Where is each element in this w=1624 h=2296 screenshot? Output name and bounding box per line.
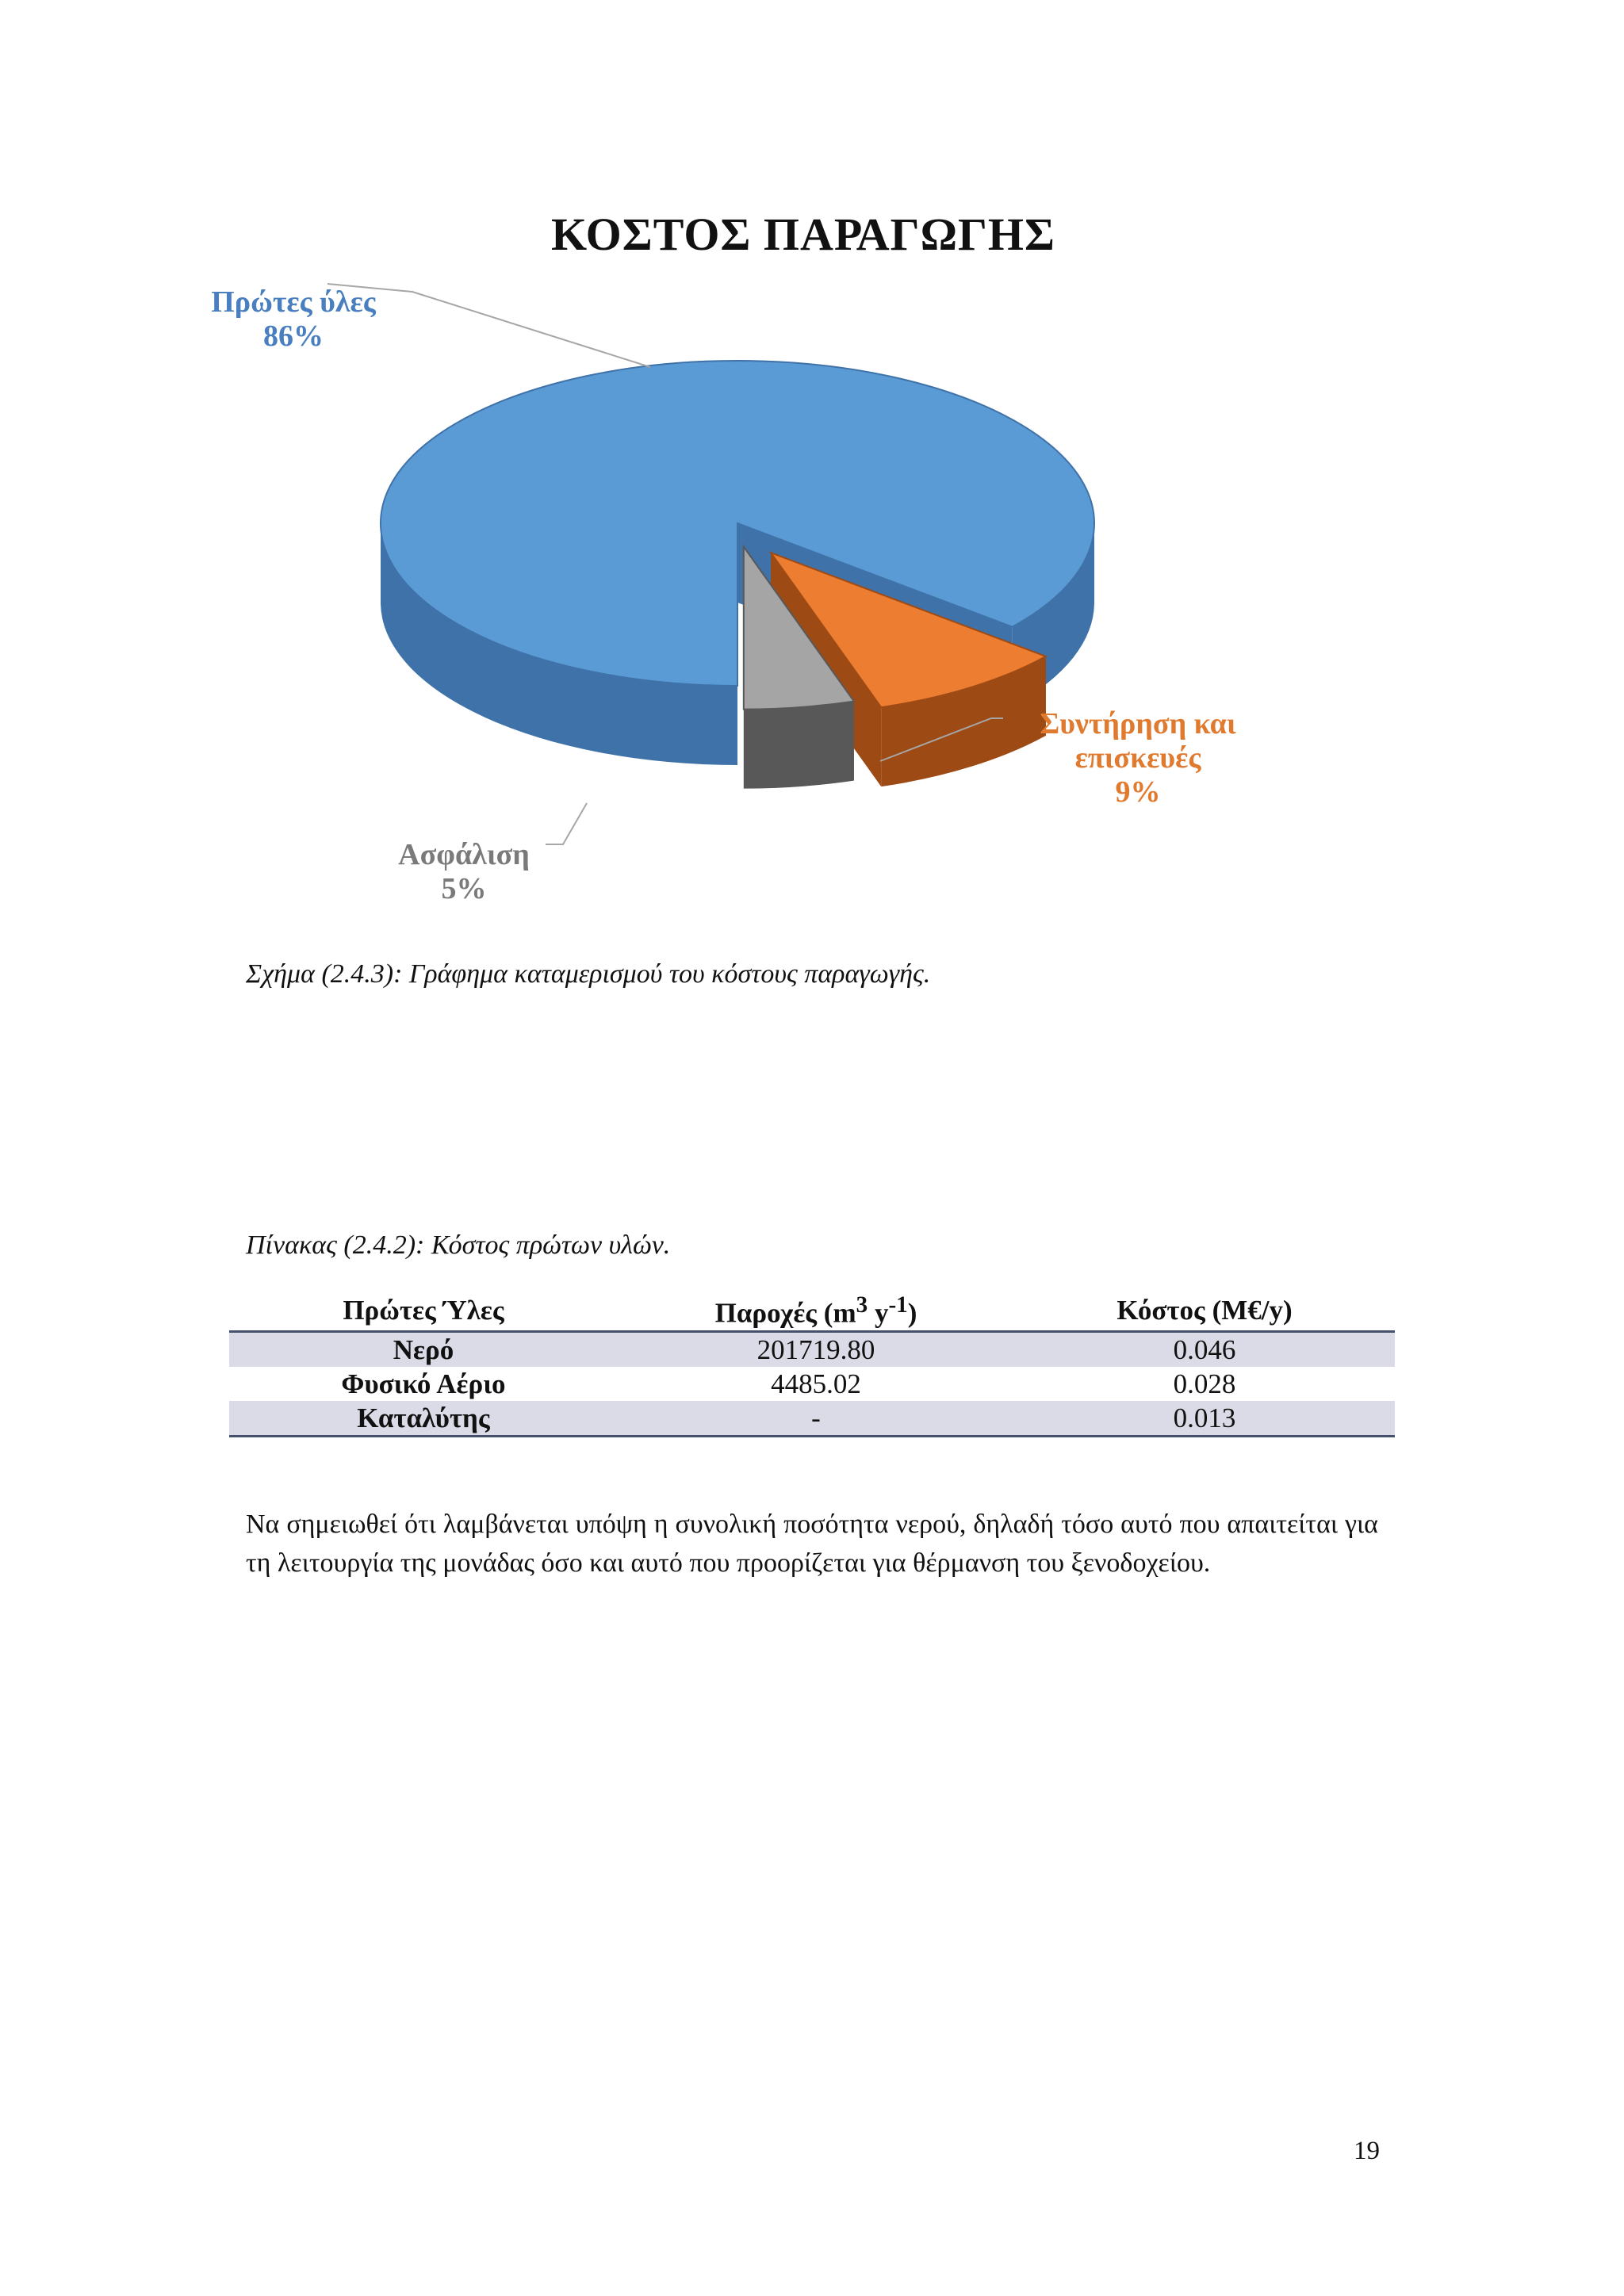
cell-flow: -	[811, 1402, 821, 1433]
pie-slice-rim-Ασφάλιση	[744, 702, 854, 789]
pie-label-Ασφάλιση: Ασφάλιση 5%	[398, 838, 530, 905]
pie-label-Συντήρηση-και-επισκευές: Συντήρηση και επισκευές 9%	[1040, 707, 1236, 809]
table-row	[229, 1401, 1395, 1437]
cell-material: Νερό	[393, 1334, 454, 1365]
cell-flow: 4485.02	[771, 1368, 861, 1399]
column-header-flow: Παροχές ($m^3$ $y^{-1}$)	[714, 1292, 917, 1329]
column-header-materials: Πρώτες Ύλες	[343, 1295, 504, 1326]
cell-cost: 0.013	[1173, 1402, 1236, 1433]
cell-flow: 201719.80	[756, 1334, 875, 1365]
pie-leader-line	[327, 284, 650, 367]
pie-label-Πρώτες-ύλες: Πρώτες ύλες 86%	[211, 285, 376, 353]
cell-cost: 0.028	[1173, 1368, 1236, 1399]
table-header-row	[229, 1291, 1395, 1332]
table-row	[229, 1367, 1395, 1401]
pie-chart	[211, 285, 1396, 920]
table-caption: Πίνακας (2.4.2): Κόστος πρώτων υλών.	[246, 1230, 671, 1260]
pie-leader-line	[546, 803, 587, 844]
figure-caption: Σχήμα (2.4.3): Γράφημα καταμερισμού του κόστους παραγωγής.	[246, 959, 931, 989]
body-paragraph: Να σημειωθεί ότι λαμβάνεται υπόψη η συνολική ποσότητα νερού, δηλαδή τόσο αυτό που απαιτείται για τη λειτουργία της μονάδας όσο και αυτό που προορίζεται για θέρμανση του ξενοδοχείου.	[246, 1510, 1378, 1578]
raw-materials-cost-table	[229, 1291, 1395, 1437]
table-row	[229, 1332, 1395, 1368]
cell-material: Καταλύτης	[357, 1402, 490, 1433]
cell-cost: 0.046	[1173, 1334, 1236, 1365]
chart-title: ΚΟΣΤΟΣ ΠΑΡΑΓΩΓΗΣ	[551, 209, 1055, 260]
page-number: 19	[1354, 2137, 1380, 2165]
cell-material: Φυσικό Αέριο	[341, 1368, 506, 1399]
column-header-cost: Κόστος (Μ€/y)	[1116, 1295, 1293, 1326]
